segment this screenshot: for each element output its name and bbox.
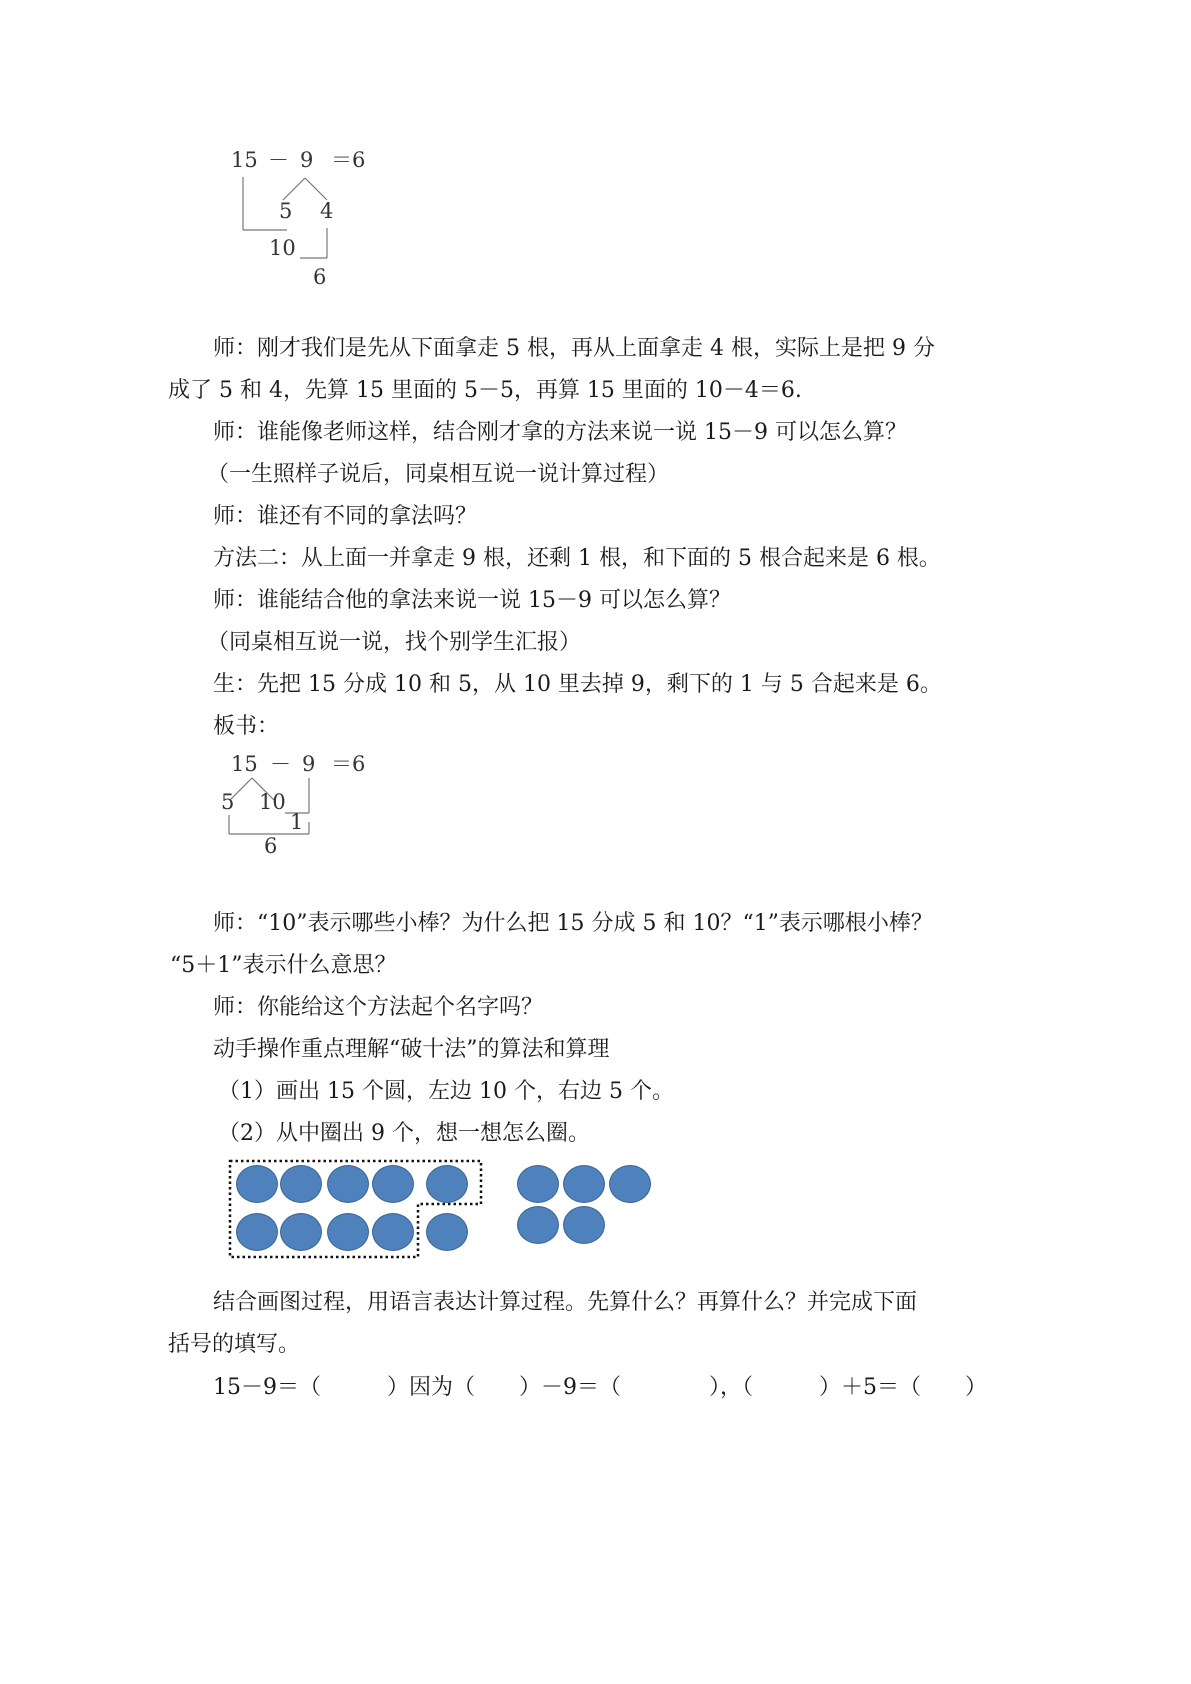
- fill-blank-equation: 15－9＝（ ）因为（ ）－9＝（ ），（ ）＋5＝（ ）: [213, 1375, 987, 1400]
- line-different: 师：谁还有不同的拿法吗？: [213, 504, 478, 529]
- d2-ten: 10: [259, 790, 286, 814]
- line-one-student: （一生照样子说后，同桌相互说一说计算过程）: [207, 462, 670, 487]
- d2-five: 5: [221, 790, 235, 814]
- d1-four: 4: [320, 199, 334, 223]
- circle: [280, 1165, 322, 1203]
- circle: [426, 1165, 468, 1203]
- line-combine: 师：谁能结合他的拿法来说一说 15－9 可以怎么算？: [213, 588, 731, 613]
- d2-nine: 9: [302, 752, 316, 776]
- line-student: 生：先把 15 分成 10 和 5，从 10 里去掉 9，剩下的 1 与 5 合起来是 6。: [213, 672, 942, 697]
- para2-line2: “5＋1”表示什么意思？: [170, 953, 397, 978]
- d2-minus: －: [270, 752, 291, 776]
- circle: [517, 1206, 559, 1244]
- para1-line1: 师：刚才我们是先从下面拿走 5 根，再从上面拿走 4 根，实际上是把 9 分: [213, 336, 935, 361]
- circle: [327, 1165, 369, 1203]
- line-operate: 动手操作重点理解“破十法”的算法和算理: [213, 1037, 610, 1062]
- line-who-can: 师：谁能像老师这样，结合刚才拿的方法来说一说 15－9 可以怎么算？: [213, 420, 907, 445]
- circle: [280, 1213, 322, 1251]
- d2-equals-six: ＝6: [331, 752, 366, 776]
- para1-line2: 成了 5 和 4，先算 15 里面的 5－5，再算 15 里面的 10－4＝6.: [168, 378, 802, 403]
- para3-line1: 结合画图过程，用语言表达计算过程。先算什么？再算什么？并完成下面: [213, 1290, 918, 1315]
- circle: [372, 1165, 414, 1203]
- circle: [563, 1165, 605, 1203]
- line-method2: 方法二：从上面一并拿走 9 根，还剩 1 根，和下面的 5 根合起来是 6 根。: [213, 546, 941, 571]
- line-step2: （2）从中圈出 9 个，想一想怎么圈。: [218, 1121, 590, 1146]
- d1-nine: 9: [300, 148, 314, 172]
- d2-fifteen: 15: [231, 752, 258, 776]
- line-report: （同桌相互说一说，找个别学生汇报）: [207, 630, 582, 655]
- d1-minus: －: [268, 148, 289, 172]
- line-step1: （1）画出 15 个圆，左边 10 个，右边 5 个。: [218, 1079, 674, 1104]
- para3-line2: 括号的填写。: [168, 1332, 301, 1357]
- line-name: 师：你能给这个方法起个名字吗？: [213, 995, 544, 1020]
- circle: [426, 1213, 468, 1251]
- circle: [236, 1165, 278, 1203]
- d2-six: 6: [264, 834, 278, 858]
- para2-line1: 师：“10”表示哪些小棒？为什么把 15 分成 5 和 10？“1”表示哪根小棒？: [213, 911, 933, 936]
- d1-fifteen: 15: [231, 148, 258, 172]
- circle: [563, 1206, 605, 1244]
- d1-equals-six: ＝6: [331, 148, 366, 172]
- circle: [609, 1165, 651, 1203]
- d1-six: 6: [313, 265, 327, 289]
- line-board: 板书：: [213, 714, 280, 739]
- d2-one: 1: [290, 810, 304, 834]
- d1-ten: 10: [269, 236, 296, 260]
- circle: [372, 1213, 414, 1251]
- circle: [517, 1165, 559, 1203]
- circle: [236, 1213, 278, 1251]
- circle: [327, 1213, 369, 1251]
- d1-five: 5: [279, 199, 293, 223]
